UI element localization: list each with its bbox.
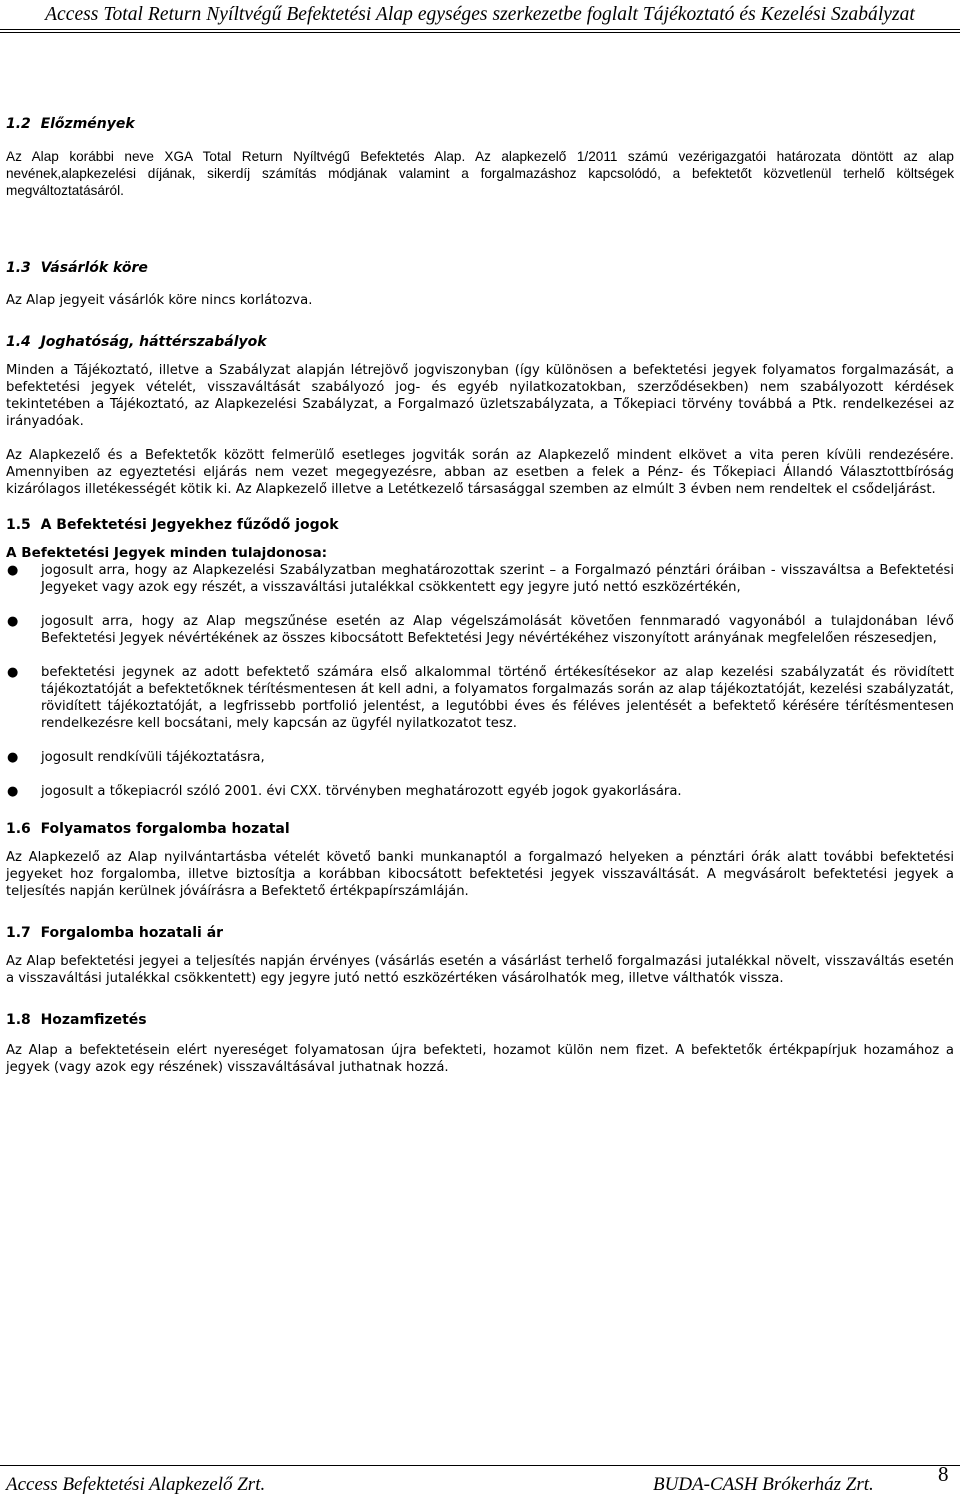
list-item: ● befektetési jegynek az adott befektető számára első alkalommal történő értékesítésekor az alap kezelési szabályzatát és rövidített tájékoztatóját a befektetőknek térítésmentesen át kell adni, a folyamatos forgalmazás során az alap tájékoztatóját, kezelési szabályzatát, rövidített tájékoztatóját, a legfrissebb portfolió jelentést, a legutóbbi éves és féléves jelentését a befektető kérésére térítésmentesen rendelkezésre kell bocsátani, mely kapcsán az ügyfél nyilatkozatot tesz. [7, 665, 954, 731]
section-title: Folyamatos forgalomba hozatal [40, 821, 290, 837]
section-title: Előzmények [40, 116, 135, 132]
section-number: 1.4 [6, 334, 31, 350]
section-title: Joghatóság, háttérszabályok [40, 334, 267, 350]
bullet-icon: ● [7, 614, 19, 629]
section-heading-1-5 [6, 515, 954, 535]
page-number: 8 [938, 1462, 949, 1486]
document-body [6, 114, 954, 1076]
section-number: 1.5 [6, 517, 31, 533]
section-heading-1-8 [6, 1010, 954, 1030]
rights-subheading: A Befektetési Jegyek minden tulajdonosa: [6, 545, 328, 561]
section-heading-1-3 [6, 258, 954, 278]
bullet-icon: ● [7, 665, 19, 680]
section-1-4-paragraph-1: Minden a Tájékoztató, illetve a Szabályzat alapján létrejövő jogviszonyban (így különösen a befektetési jegyek folyamatos forgalmazását, a befektetési jegyek vételét, visszaváltását szabályozó jog- és egyéb nyilatkozatokban, szerződésekben) nem szabályozott kérdések tekintetében a Tájékoztató, az Alapkezelési Szabályzat, a Forgalmazó üzletszabályzata, a Tőkepiaci törvény továbbá a Ptk. rendelkezései az irányadóak. [6, 363, 954, 429]
section-number: 1.6 [6, 821, 31, 837]
section-number: 1.7 [6, 925, 31, 941]
list-item: ● jogosult rendkívüli tájékoztatásra, [7, 750, 265, 765]
list-item: ● jogosult a tőkepiacról szóló 2001. évi CXX. törvényben meghatározott egyéb jogok gyakorlására. [7, 784, 682, 799]
header-rule [0, 29, 960, 30]
footer-company-left: Access Befektetési Alapkezelő Zrt. [6, 1474, 266, 1495]
section-1-2-body: Az Alap korábbi neve XGA Total Return Nyíltvégű Befektetés Alap. Az alapkezelő 1/2011 számú vezérigazgatói határozata döntött az alap nevének,alapkezelési díjának, sikerdíj számítás módjának valamint a forgalmazáshoz kapcsolódó, a befektetőt közvetlenül terhelő költségek megváltoztatásáról. [6, 149, 954, 198]
section-1-4-paragraph-2: Az Alapkezelő és a Befektetők között felmerülő esetleges jogviták során az Alapkezelő mindent elkövet a vita peren kívüli rendezésére. Amennyiben az egyeztetési eljárás nem vezet megegyezésre, abban az esetben a felek a Pénz- és Tőkepiaci Állandó Választottbíróság kizárólagos illetékességét kötik ki. Az Alapkezelő illetve a Letétkezelő társasággal szemben az elmúlt 3 évben nem rendeltek el csődeljárást. [6, 448, 954, 497]
section-number: 1.3 [6, 260, 31, 276]
section-heading-1-2 [6, 114, 954, 134]
section-title: Hozamfizetés [40, 1012, 147, 1028]
section-number: 1.8 [6, 1012, 31, 1028]
section-1-8-body: Az Alap a befektetésein elért nyereséget folyamatosan újra befekteti, hozamot külön nem fizet. A befektetők értékpapírjuk hozamához a jegyek (vagy azok egy részének) visszaváltásával juthatnak hozzá. [6, 1043, 954, 1075]
section-title: A Befektetési Jegyekhez fűződő jogok [40, 517, 339, 533]
page-header: Access Total Return Nyíltvégű Befektetési Alap egységes szerkezetbe foglalt Tájékoztató és Kezelési Szabályzat [45, 4, 915, 25]
bullet-icon: ● [7, 784, 19, 799]
footer-company-right: BUDA-CASH Brókerház Zrt. [653, 1474, 874, 1495]
section-heading-1-7 [6, 923, 954, 943]
bullet-icon: ● [7, 563, 19, 578]
bullet-icon: ● [7, 750, 19, 765]
section-number: 1.2 [6, 116, 31, 132]
header-rule-double [0, 32, 960, 33]
rights-list [6, 562, 954, 800]
section-heading-1-4 [6, 332, 954, 352]
footer-rule [0, 1465, 960, 1466]
list-item: ● jogosult arra, hogy az Alap megszűnése esetén az Alap végelszámolását követően fennmaradó vagyonából a tulajdonában lévő Befektetési Jegyek névértékének az összes kibocsátott Befektetési Jegy névértékéhez viszonyított arányának megfelelően részesedjen, [7, 614, 954, 646]
section-title: Vásárlók köre [40, 260, 148, 276]
section-heading-1-6 [6, 819, 954, 839]
section-title: Forgalomba hozatali ár [40, 925, 224, 941]
section-1-6-body: Az Alapkezelő az Alap nyilvántartásba vételét követő banki munkanaptól a forgalmazó helyeken a pénztári órák alatt további befektetési jegyeket hoz forgalomba, illetve biztosítja a korábban kibocsátott befektetési jegyek visszaváltását. A megvásárolt befektetési jegyek a teljesítés napján kerülnek jóváírásra a Befektető értékpapírszámláján. [6, 850, 954, 899]
list-item: ● jogosult arra, hogy az Alapkezelési Szabályzatban meghatározottak szerint – a Forgalmazó pénztári óráiban - visszaváltsa a Befektetési Jegyeket vagy azok egy részét, a visszaváltási jutalékkal csökkentett egy jegyre jutó nettó eszközértékén, [7, 563, 954, 595]
section-1-7-body: Az Alap befektetési jegyei a teljesítés napján érvényes (vásárlás esetén a vásárlást terhelő forgalmazási jutalékkal növelt, visszaváltás esetén a visszaváltási jutalékkal csökkentett) egy jegyre jutó nettó eszközértéken vásárolhatók meg, illetve válthatók vissza. [6, 954, 954, 986]
section-1-3-body: Az Alap jegyeit vásárlók köre nincs korlátozva. [6, 293, 313, 308]
